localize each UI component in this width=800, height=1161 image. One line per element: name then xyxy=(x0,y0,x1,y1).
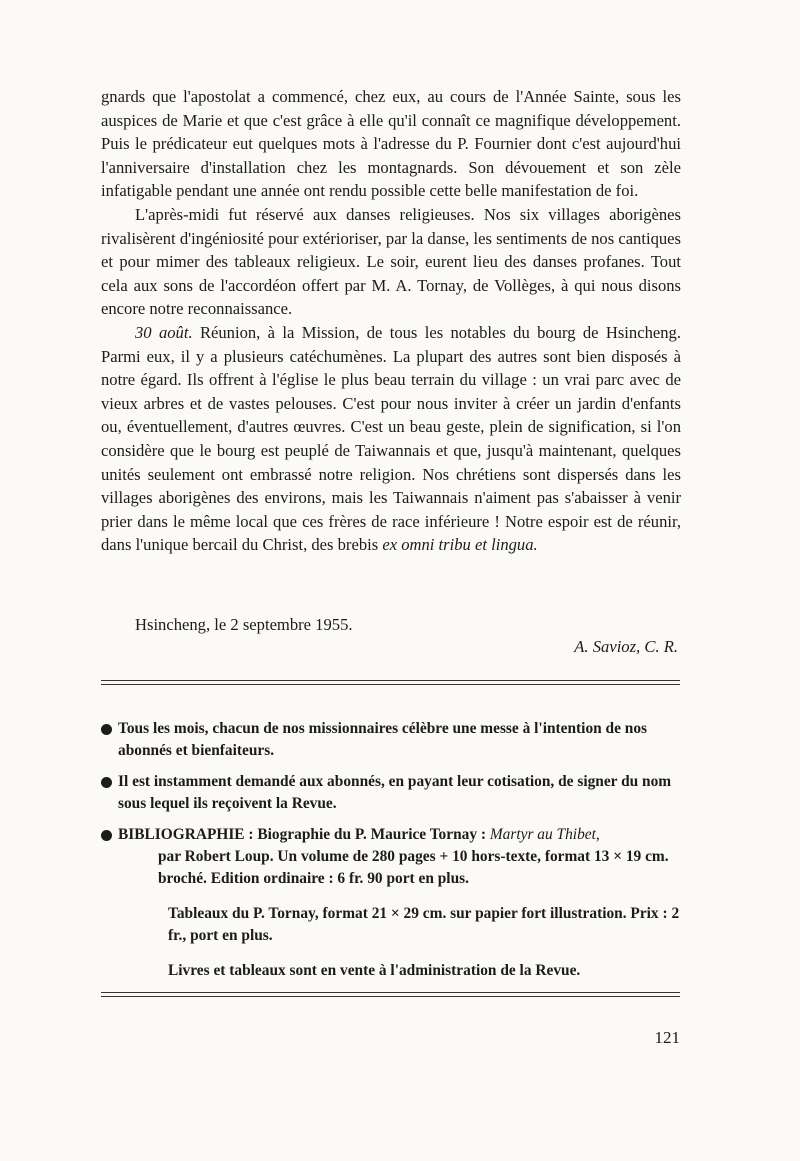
biblio-details: par Robert Loup. Un volume de 280 pages + 10 hors-texte, format 13 × 19 cm. broché. Edition ordinaire : 6 fr. 90 port en plus. xyxy=(158,848,669,887)
double-rule-top xyxy=(101,680,680,685)
bullet-icon xyxy=(101,830,112,841)
latin-phrase: ex omni tribu et lingua. xyxy=(382,535,538,555)
notices-section xyxy=(101,718,681,991)
double-rule-bottom xyxy=(101,992,680,997)
bullet-icon xyxy=(101,724,112,735)
sales-info: Livres et tableaux sont en vente à l'administration de la Revue. xyxy=(168,962,581,979)
notice-mass-text: Tous les mois, chacun de nos missionnaires célèbre une messe à l'intention de nos abonnés et bienfaiteurs. xyxy=(118,720,648,759)
paragraph-1: gnards que l'apostolat a commencé, chez eux, au cours de l'Année Sainte, sous les auspices de Marie et que c'est grâce à elle qu'il connaît ce magnifique développement. Puis le prédicateur eut quelques mots à l'adresse du P. Fournier dont c'est aujourd'hui l'anniversaire d'installation chez les montagnards. Son dévouement et son zèle infatigable pendant une année ont rendu possible cette belle manifestation de foi. xyxy=(101,87,681,201)
tableaux-info: Tableaux du P. Tornay, format 21 × 29 cm. sur papier fort illustration. Prix : 2 fr., port en plus. xyxy=(168,905,680,944)
page-number: 121 xyxy=(654,1028,680,1047)
notice-bibliography xyxy=(101,824,681,982)
biblio-entry xyxy=(118,824,681,890)
notice-mass xyxy=(101,718,681,762)
entry-date: 30 août. xyxy=(135,322,193,342)
article-body xyxy=(101,85,681,557)
biblio-label: BIBLIOGRAPHIE : Biographie du P. Maurice Tornay : xyxy=(118,826,490,843)
dateline: Hsincheng, le 2 septembre 1955. xyxy=(135,615,353,634)
paragraph-3 xyxy=(101,321,681,557)
notice-subscribers xyxy=(101,771,681,815)
paragraph-2: L'après-midi fut réservé aux danses religieuses. Nos six villages aborigènes rivalisèrent d'ingéniosité pour extérioriser, par la danse, les sentiments de nos cantiques et pour mimer des tableaux religieux. Le soir, eurent lieu des danses profanes. Tout cela aux sons de l'accordéon offert par M. A. Tornay, de Vollèges, à qui nous disons encore notre reconnaissance. xyxy=(101,204,681,319)
book-title: Martyr au Thibet, xyxy=(489,826,600,843)
paragraph-3-text: Réunion, à la Mission, de tous les notables du bourg de Hsincheng. Parmi eux, il y a plusieurs catéchumènes. La plupart des autres sont bien disposés à notre égard. Ils offrent à l'église le plus beau terrain du village : un vrai parc avec de vieux arbres et de vastes pelouses. C'est pour nous inviter à créer un jardin d'enfants ou, éventuellement, d'autres œuvres. C'est un beau geste, plein de signification, si l'on considère que le bourg est peuplé de Taiwannais et que, jusqu'à maintenant, quelques unités seulement ont embrassé notre religion. Nos chrétiens sont dispersés dans les villages aborigènes des environs, mais les Taiwannais n'aiment pas s'abaisser à venir prier dans le même local que ces frères de race inférieure ! Notre espoir est de réunir, dans l'unique bercail du Christ, des brebis xyxy=(101,322,681,555)
signature: A. Savioz, C. R. xyxy=(574,637,678,656)
bullet-icon xyxy=(101,777,112,788)
notice-subscribers-text: Il est instamment demandé aux abonnés, en payant leur cotisation, de signer du nom sous lequel ils reçoivent la Revue. xyxy=(118,773,672,812)
